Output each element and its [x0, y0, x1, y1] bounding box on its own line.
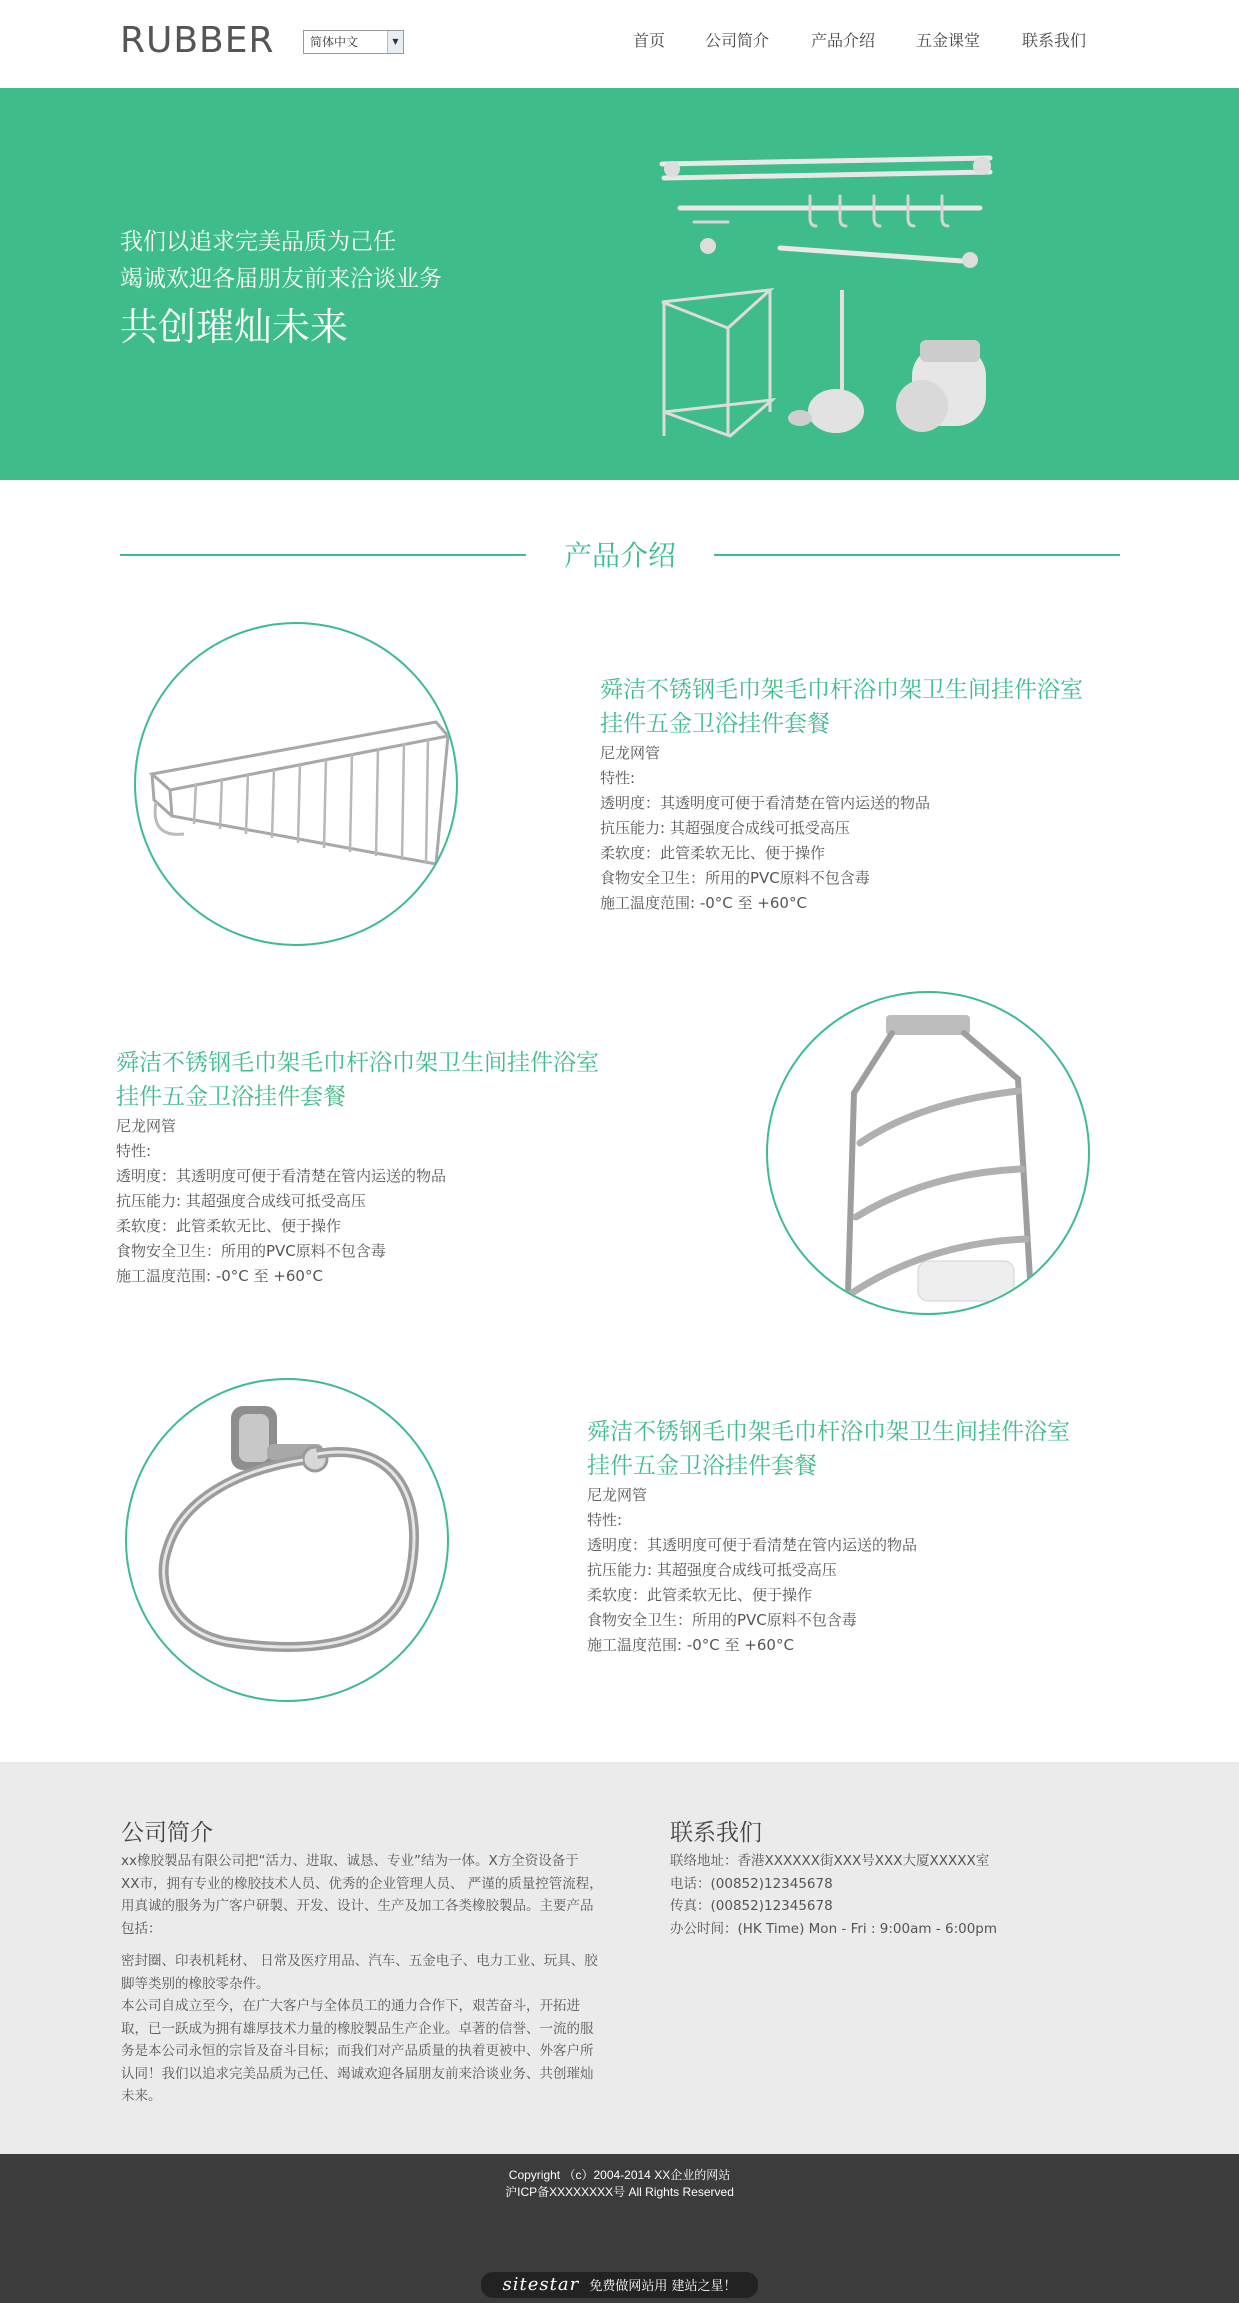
- product-title-line[interactable]: 舜洁不锈钢毛巾架毛巾杆浴巾架卫生间挂件浴室: [600, 677, 1083, 703]
- contact-address: 联络地址：香港XXXXXX街XXX号XXX大厦XXXXX室: [670, 1853, 990, 1869]
- sitestar-badge[interactable]: [481, 2272, 758, 2298]
- bathroom-accessories-image: [650, 106, 1010, 466]
- contact-fax: 传真：(00852)12345678: [670, 1898, 833, 1914]
- product-desc-line: 柔软度：此管柔软无比、便于操作: [116, 1217, 342, 1235]
- banner-headline: 共创璀灿未来: [120, 305, 349, 349]
- about-line: XX市，拥有专业的橡胶技术人员、优秀的企业管理人员、 严谨的质量控管流程，: [121, 1875, 603, 1892]
- contact-text: [670, 1850, 997, 1940]
- nav-products[interactable]: 产品介绍: [811, 31, 876, 50]
- product-desc-line: 抗压能力: 其超强度合成线可抵受高压: [587, 1561, 837, 1579]
- product-desc-line: 施工温度范围: -0°C 至 +60°C: [600, 894, 807, 912]
- towel-bar-holder-image: [768, 993, 1090, 1315]
- product-info-2: [116, 1046, 656, 1289]
- product-desc-line: 尼龙网管: [116, 1117, 177, 1135]
- product-desc-line: 透明度：其透明度可便于看清楚在管内运送的物品: [587, 1536, 918, 1554]
- product-title-2[interactable]: [116, 1046, 656, 1114]
- product-desc-line: 尼龙网管: [587, 1486, 648, 1504]
- product-title-1[interactable]: [600, 673, 1140, 741]
- nav-home[interactable]: 首页: [633, 31, 666, 50]
- site-header: [0, 0, 1239, 88]
- product-desc-line: 食物安全卫生：所用的PVC原料不包含毒: [600, 869, 870, 887]
- language-value: 简体中文: [310, 35, 359, 49]
- about-line: [121, 1940, 603, 1950]
- about-line: 脚等类别的橡胶零杂件。: [121, 1975, 270, 1992]
- icp-line: 沪ICP备XXXXXXXX号 All Rights Reserved: [505, 2185, 734, 2199]
- about-line: xx橡胶製品有限公司把“活力、进取、诚恳、专业”结为一体。X方全资设备于: [121, 1853, 579, 1869]
- about-line: 用真诚的服务为广客户研製、开发、设计、生产及加工各类橡胶製品。主要产品: [121, 1898, 594, 1914]
- contact-hours: 办公时间：(HK Time) Mon - Fri : 9:00am - 6:00pm: [670, 1920, 998, 1937]
- about-line: 未来。: [121, 2088, 162, 2104]
- product-title-line[interactable]: 挂件五金卫浴挂件套餐: [116, 1084, 346, 1110]
- nav-contact[interactable]: 联系我们: [1022, 31, 1087, 50]
- about-line: 取，已一跃成为拥有雄厚技术力量的橡胶製品生产企业。卓著的信誉、一流的服: [121, 2020, 594, 2037]
- product-desc-line: 尼龙网管: [600, 744, 661, 762]
- about-line: 包括：: [121, 1920, 162, 1937]
- section-divider-left: [120, 554, 526, 556]
- banner-line-1: 我们以追求完美品质为己任: [120, 229, 396, 255]
- copyright-line[interactable]: Copyright （c）2004-2014 XX企业的网站: [508, 2168, 731, 2182]
- product-desc-line: 柔软度：此管柔软无比、便于操作: [587, 1586, 813, 1604]
- product-title-3[interactable]: [587, 1415, 1127, 1483]
- product-desc-line: 特性:: [116, 1142, 152, 1160]
- about-line: 密封圈、印表机耗材、 日常及医疗用品、汽车、五金电子、电力工业、玩具、胶: [121, 1953, 598, 1969]
- product-image-1[interactable]: [134, 622, 458, 946]
- nav-hardware-class[interactable]: 五金课堂: [916, 31, 981, 50]
- chevron-down-icon[interactable]: ▼: [387, 31, 403, 53]
- product-desc-line: 透明度：其透明度可便于看清楚在管内运送的物品: [116, 1167, 447, 1185]
- product-info-3: [587, 1415, 1127, 1658]
- section-divider-right: [714, 554, 1120, 556]
- about-line: 本公司自成立至今，在广大客户与全体员工的通力合作下，艰苦奋斗，开拓进: [121, 1998, 580, 2014]
- product-desc-line: 柔软度：此管柔软无比、便于操作: [600, 844, 826, 862]
- product-desc-line: 特性:: [600, 769, 636, 787]
- product-desc-line: 施工温度范围: -0°C 至 +60°C: [116, 1267, 323, 1285]
- banner-line-2: 竭诚欢迎各届朋友前来洽谈业务: [120, 266, 442, 292]
- towel-ring-image: [127, 1380, 449, 1702]
- product-title-line[interactable]: 挂件五金卫浴挂件套餐: [587, 1453, 817, 1479]
- contact-title: 联系我们: [670, 1820, 762, 1846]
- copyright-bar: [0, 2154, 1239, 2303]
- product-title-line[interactable]: 挂件五金卫浴挂件套餐: [600, 711, 830, 737]
- footer-info: [0, 1762, 1239, 2154]
- sitestar-logo: sitestar: [502, 2274, 580, 2295]
- product-image-3[interactable]: [125, 1378, 449, 1702]
- contact-phone: 电话：(00852)12345678: [670, 1875, 833, 1892]
- product-title-line[interactable]: 舜洁不锈钢毛巾架毛巾杆浴巾架卫生间挂件浴室: [116, 1050, 599, 1076]
- product-desc-line: 抗压能力: 其超强度合成线可抵受高压: [600, 819, 850, 837]
- product-desc-line: 抗压能力: 其超强度合成线可抵受高压: [116, 1192, 366, 1210]
- product-image-2[interactable]: [766, 991, 1090, 1315]
- language-select[interactable]: [303, 30, 404, 54]
- wire-basket-shelf-image: [136, 624, 458, 946]
- product-desc-line: 施工温度范围: -0°C 至 +60°C: [587, 1636, 794, 1654]
- products-section-title: 产品介绍: [563, 539, 676, 572]
- nav-about[interactable]: 公司简介: [705, 31, 770, 50]
- product-desc-line: 特性:: [587, 1511, 623, 1529]
- about-title: 公司简介: [121, 1820, 213, 1846]
- sitestar-slogan: 免费做网站用 建站之星！: [589, 2279, 737, 2294]
- product-desc-line: 食物安全卫生：所用的PVC原料不包含毒: [587, 1611, 857, 1629]
- product-info-1: [600, 673, 1140, 916]
- site-logo[interactable]: RUBBER: [120, 20, 275, 61]
- about-text: [121, 1850, 603, 2108]
- product-title-line[interactable]: 舜洁不锈钢毛巾架毛巾杆浴巾架卫生间挂件浴室: [587, 1419, 1070, 1445]
- product-desc-line: 食物安全卫生：所用的PVC原料不包含毒: [116, 1242, 386, 1260]
- hero-banner: [0, 88, 1239, 480]
- about-line: 认同！我们以追求完美品质为己任、竭诚欢迎各届朋友前来洽谈业务、共创璀灿: [121, 2065, 594, 2082]
- about-line: 务是本公司永恒的宗旨及奋斗目标；而我们对产品质量的执着更被中、外客户所: [121, 2043, 594, 2059]
- product-desc-line: 透明度：其透明度可便于看清楚在管内运送的物品: [600, 794, 931, 812]
